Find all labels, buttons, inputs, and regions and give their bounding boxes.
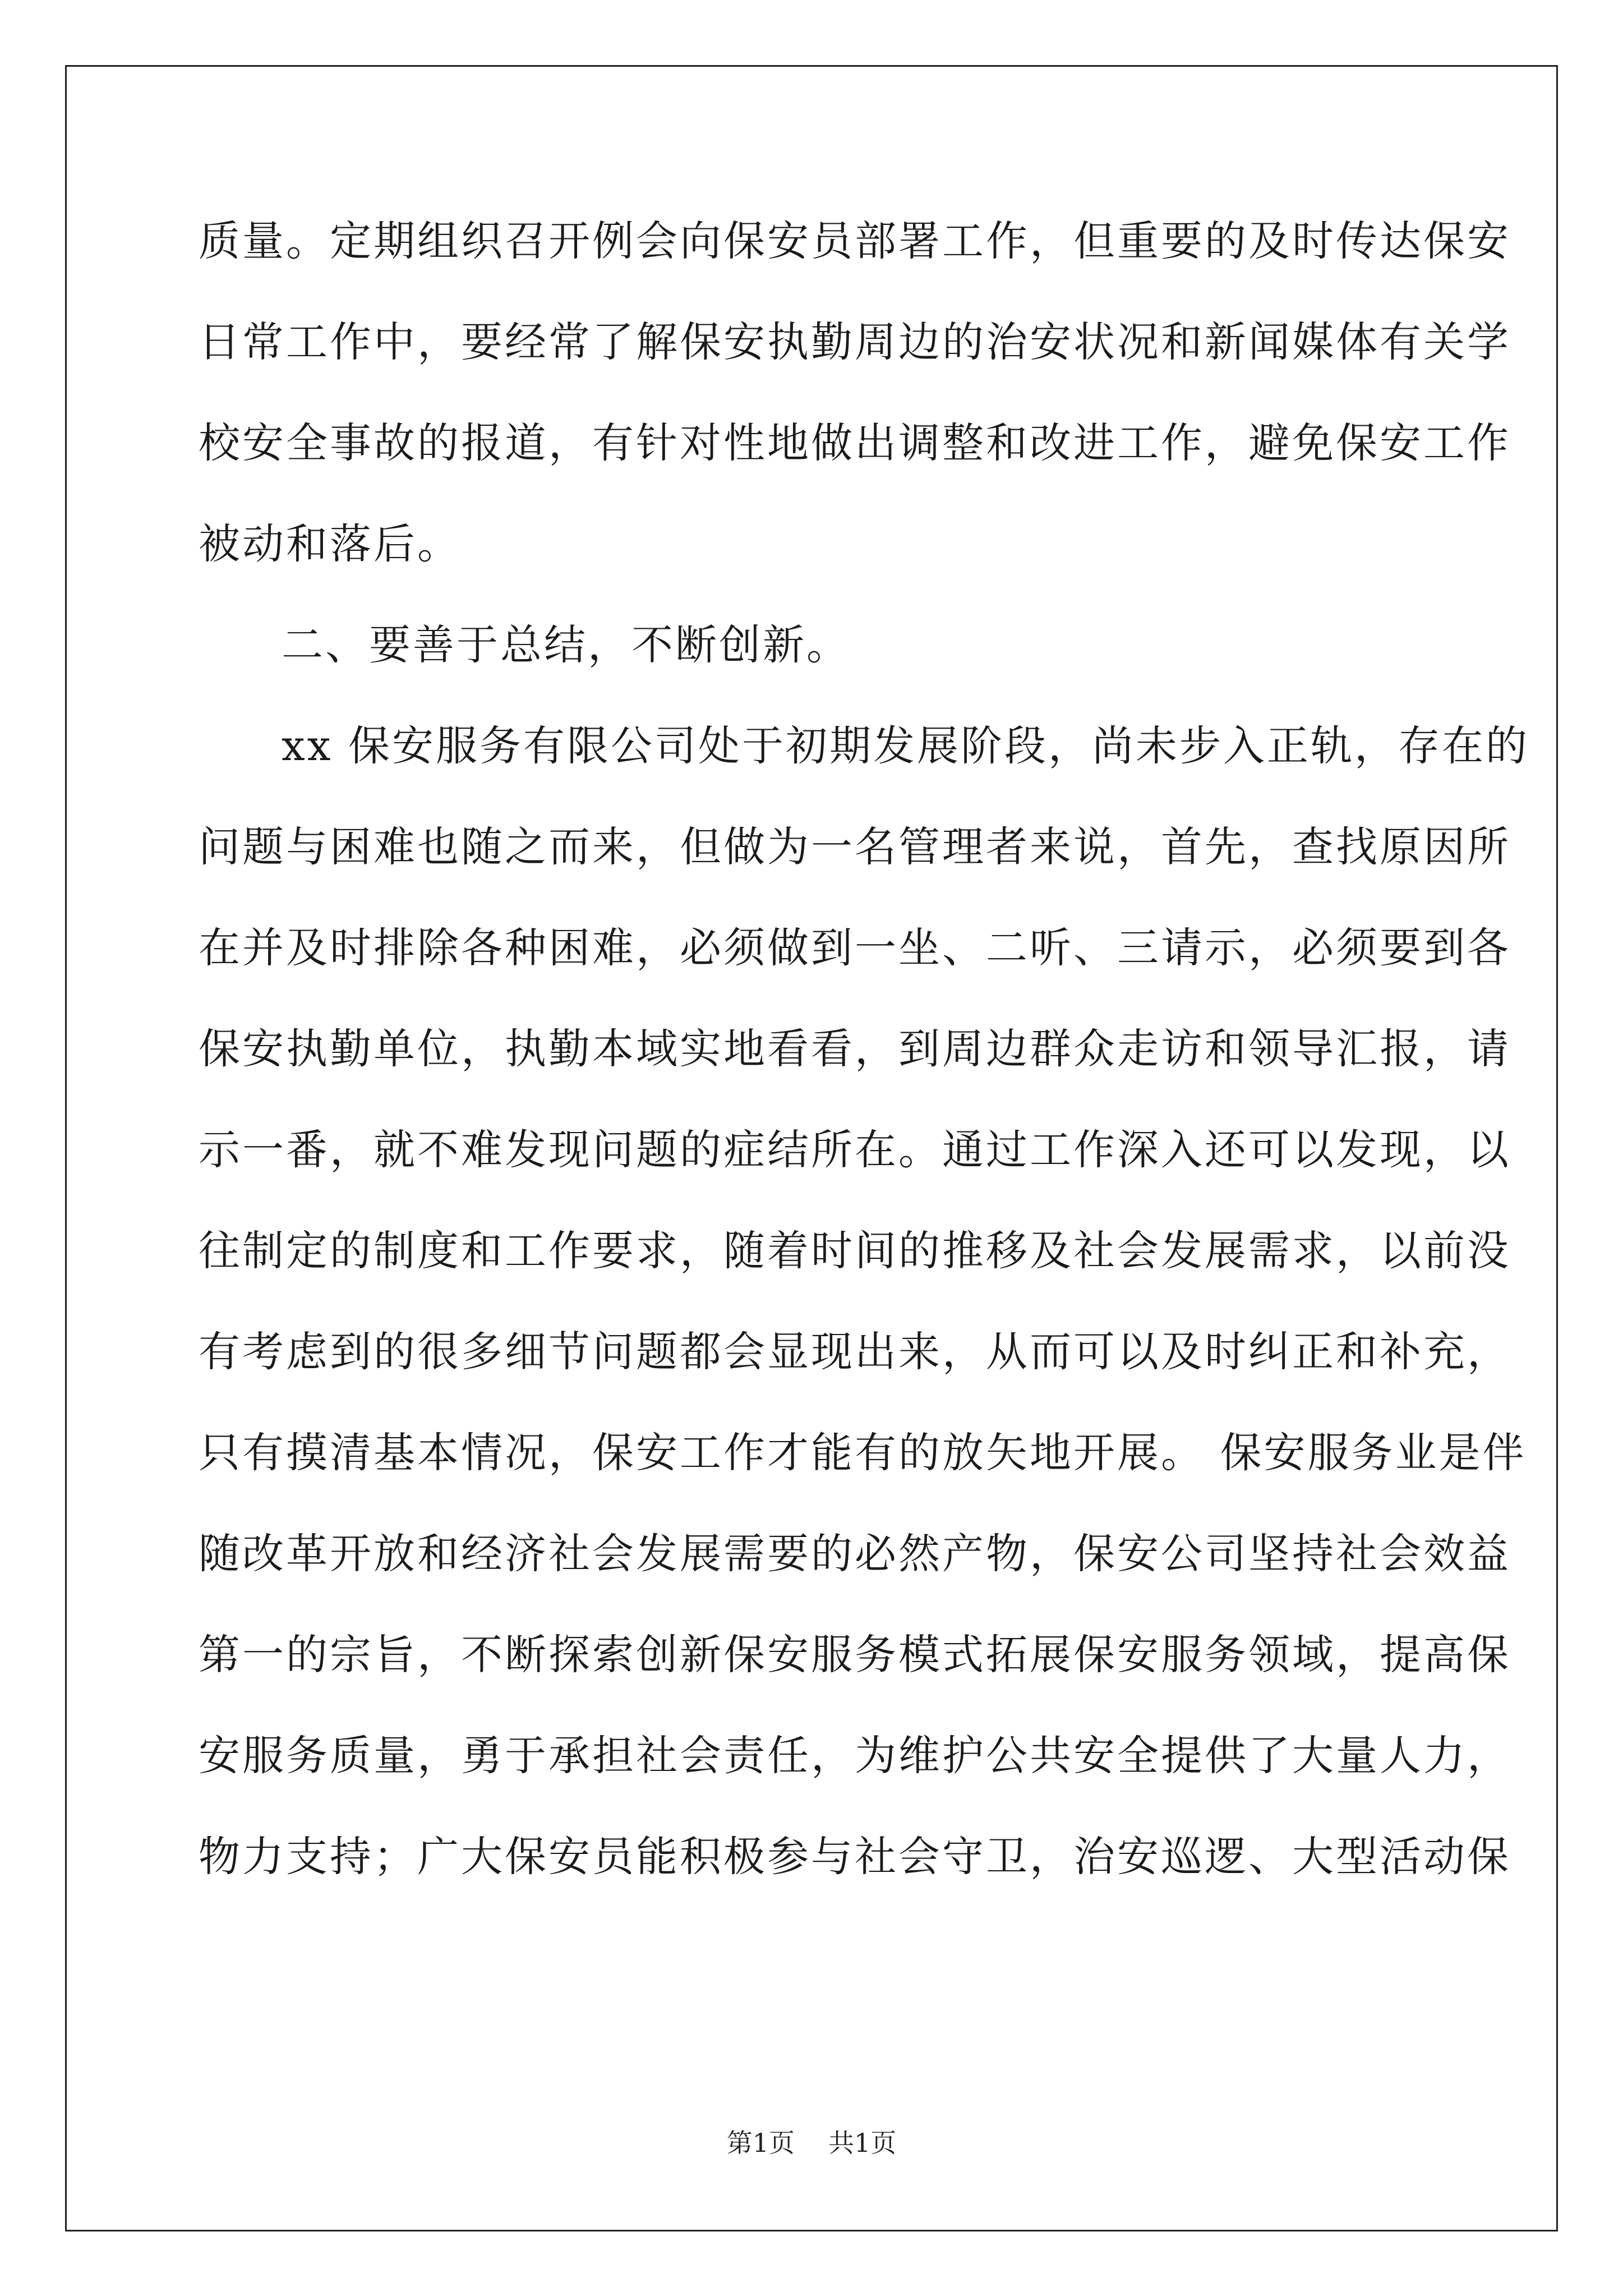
text-line: 往制定的制度和工作要求，随着时间的推移及社会发展需求，以前没 [199, 1227, 1511, 1275]
text-line: 第一的宗旨，不断探索创新保安服务模式拓展保安服务领域，提高保 [199, 1631, 1511, 1679]
text-line: 随改革开放和经济社会发展需要的必然产物，保安公司坚持社会效益 [199, 1530, 1511, 1578]
document-body [199, 208, 1529, 1924]
text-line: xx 保安服务有限公司处于初期发展阶段，尚未步入正轨，存在的 [282, 722, 1529, 770]
text-line: 保安执勤单位，执勤本域实地看看，到周边群众走访和领导汇报，请 [199, 1025, 1511, 1073]
text-line: 有考虑到的很多细节问题都会显现出来，从而可以及时纠正和补充， [199, 1328, 1511, 1376]
text-line: 只有摸清基本情况，保安工作才能有的放矢地开展。 保安服务业是伴 [199, 1429, 1527, 1477]
text-line: 日常工作中，要经常了解保安执勤周边的治安状况和新闻媒体有关学 [199, 318, 1511, 366]
page-number: 第1页 [726, 2128, 795, 2158]
text-line: 被动和落后。 [199, 520, 461, 568]
text-line: 问题与困难也随之而来，但做为一名管理者来说，首先，查找原因所 [199, 823, 1511, 871]
text-line: 安服务质量，勇于承担社会责任，为维护公共安全提供了大量人力， [199, 1732, 1511, 1780]
page-total: 共1页 [828, 2128, 897, 2158]
page-footer [0, 2126, 1623, 2160]
text-line: 示一番，就不难发现问题的症结所在。通过工作深入还可以发现，以 [199, 1126, 1511, 1174]
section-heading: 二、要善于总结，不断创新。 [282, 621, 850, 669]
text-line: 物力支持；广大保安员能积极参与社会守卫，治安巡逻、大型活动保 [199, 1833, 1511, 1881]
text-line: 质量。定期组织召开例会向保安员部署工作，但重要的及时传达保安 [199, 217, 1511, 265]
text-line: 校安全事故的报道，有针对性地做出调整和改进工作，避免保安工作 [199, 419, 1511, 467]
text-line: 在并及时排除各种困难，必须做到一坐、二听、三请示，必须要到各 [199, 924, 1511, 972]
